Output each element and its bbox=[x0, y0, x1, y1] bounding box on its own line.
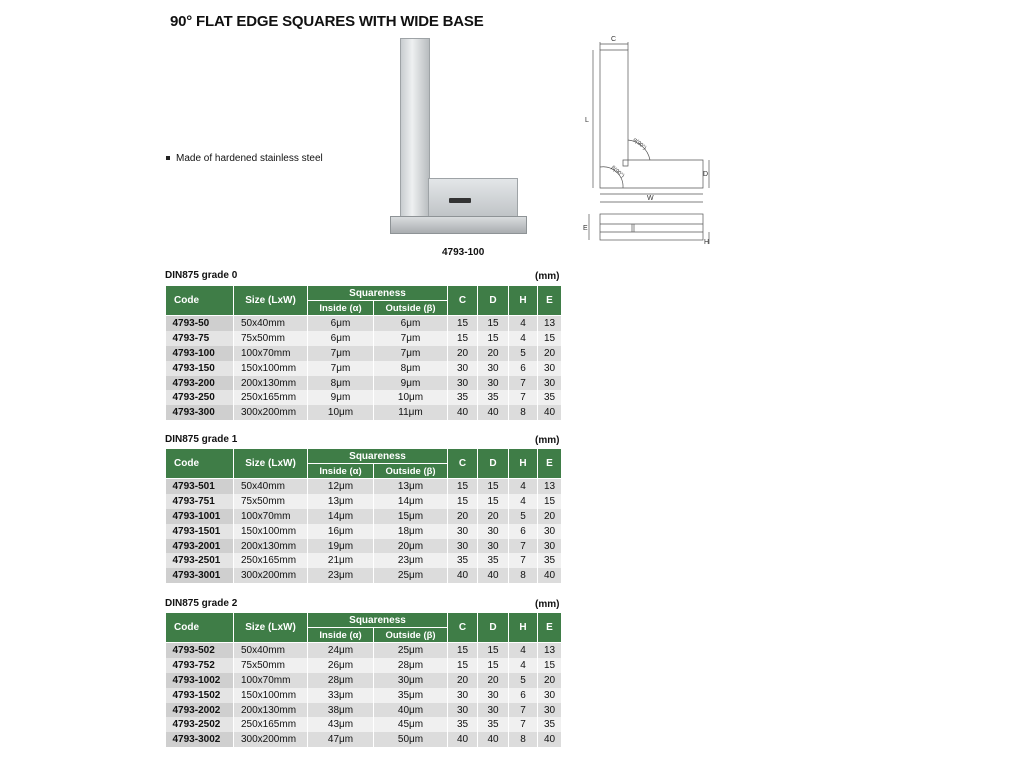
header-code: Code bbox=[166, 449, 234, 479]
cell-outside: 7μm bbox=[374, 346, 448, 361]
cell-h: 5 bbox=[509, 673, 538, 688]
cell-h: 6 bbox=[509, 361, 538, 376]
cell-e: 13 bbox=[538, 316, 562, 331]
header-c: C bbox=[448, 286, 478, 316]
label-alpha: α(90°) bbox=[631, 136, 648, 152]
cell-inside: 6μm bbox=[308, 331, 374, 346]
cell-h: 4 bbox=[509, 331, 538, 346]
cell-inside: 8μm bbox=[308, 376, 374, 391]
cell-outside: 8μm bbox=[374, 361, 448, 376]
cell-outside: 45μm bbox=[374, 717, 448, 732]
product-image bbox=[385, 36, 530, 236]
cell-h: 8 bbox=[509, 405, 538, 420]
cell-d: 15 bbox=[478, 479, 509, 494]
cell-size: 100x70mm bbox=[234, 509, 308, 524]
square-stock bbox=[428, 178, 518, 218]
header-inside: Inside (α) bbox=[308, 464, 374, 479]
cell-inside: 21μm bbox=[308, 553, 374, 568]
cell-d: 40 bbox=[478, 568, 509, 583]
cell-size: 300x200mm bbox=[234, 732, 308, 747]
header-c: C bbox=[448, 613, 478, 643]
cell-size: 50x40mm bbox=[234, 643, 308, 658]
cell-e: 30 bbox=[538, 376, 562, 391]
cell-d: 30 bbox=[478, 539, 509, 554]
cell-code: 4793-1502 bbox=[166, 688, 234, 703]
feature-bullet: Made of hardened stainless steel bbox=[166, 153, 323, 164]
cell-d: 20 bbox=[478, 509, 509, 524]
table-row bbox=[166, 361, 562, 376]
cell-inside: 6μm bbox=[308, 316, 374, 331]
cell-inside: 7μm bbox=[308, 361, 374, 376]
header-outside: Outside (β) bbox=[374, 301, 448, 316]
table-row bbox=[166, 509, 562, 524]
cell-outside: 23μm bbox=[374, 553, 448, 568]
header-d: D bbox=[478, 449, 509, 479]
table-row bbox=[166, 673, 562, 688]
unit-label: (mm) bbox=[535, 271, 560, 282]
cell-c: 15 bbox=[448, 331, 478, 346]
cell-c: 30 bbox=[448, 376, 478, 391]
cell-c: 40 bbox=[448, 405, 478, 420]
cell-e: 35 bbox=[538, 717, 562, 732]
cell-h: 7 bbox=[509, 703, 538, 718]
cell-h: 4 bbox=[509, 494, 538, 509]
cell-h: 5 bbox=[509, 346, 538, 361]
cell-h: 4 bbox=[509, 479, 538, 494]
header-size: Size (LxW) bbox=[234, 449, 308, 479]
cell-outside: 25μm bbox=[374, 568, 448, 583]
header-h: H bbox=[509, 449, 538, 479]
cell-d: 40 bbox=[478, 732, 509, 747]
table-row bbox=[166, 405, 562, 420]
label-w: W bbox=[647, 195, 654, 202]
cell-inside: 47μm bbox=[308, 732, 374, 747]
table-row bbox=[166, 658, 562, 673]
cell-inside: 33μm bbox=[308, 688, 374, 703]
header-e: E bbox=[538, 449, 562, 479]
unit-label: (mm) bbox=[535, 435, 560, 446]
cell-size: 50x40mm bbox=[234, 479, 308, 494]
cell-inside: 28μm bbox=[308, 673, 374, 688]
cell-code: 4793-2502 bbox=[166, 717, 234, 732]
cell-c: 40 bbox=[448, 732, 478, 747]
cell-size: 300x200mm bbox=[234, 568, 308, 583]
cell-h: 4 bbox=[509, 316, 538, 331]
cell-h: 4 bbox=[509, 658, 538, 673]
cell-e: 13 bbox=[538, 643, 562, 658]
cell-code: 4793-752 bbox=[166, 658, 234, 673]
header-outside: Outside (β) bbox=[374, 464, 448, 479]
header-outside: Outside (β) bbox=[374, 628, 448, 643]
cell-outside: 35μm bbox=[374, 688, 448, 703]
label-beta: β(90°) bbox=[609, 164, 626, 180]
cell-code: 4793-50 bbox=[166, 316, 234, 331]
cell-code: 4793-1501 bbox=[166, 524, 234, 539]
cell-size: 150x100mm bbox=[234, 524, 308, 539]
cell-outside: 18μm bbox=[374, 524, 448, 539]
cell-size: 200x130mm bbox=[234, 376, 308, 391]
table-row bbox=[166, 643, 562, 658]
cell-c: 30 bbox=[448, 361, 478, 376]
header-size: Size (LxW) bbox=[234, 613, 308, 643]
cell-h: 6 bbox=[509, 524, 538, 539]
cell-e: 15 bbox=[538, 658, 562, 673]
cell-c: 30 bbox=[448, 539, 478, 554]
cell-outside: 30μm bbox=[374, 673, 448, 688]
header-squareness: Squareness bbox=[308, 449, 448, 464]
cell-inside: 19μm bbox=[308, 539, 374, 554]
cell-size: 150x100mm bbox=[234, 361, 308, 376]
cell-c: 15 bbox=[448, 658, 478, 673]
cell-code: 4793-200 bbox=[166, 376, 234, 391]
table-row bbox=[166, 717, 562, 732]
table-row bbox=[166, 316, 562, 331]
cell-c: 20 bbox=[448, 346, 478, 361]
cell-size: 100x70mm bbox=[234, 346, 308, 361]
cell-outside: 40μm bbox=[374, 703, 448, 718]
cell-c: 15 bbox=[448, 643, 478, 658]
cell-d: 15 bbox=[478, 643, 509, 658]
cell-e: 30 bbox=[538, 524, 562, 539]
cell-d: 15 bbox=[478, 316, 509, 331]
cell-h: 5 bbox=[509, 509, 538, 524]
cell-code: 4793-2001 bbox=[166, 539, 234, 554]
header-d: D bbox=[478, 613, 509, 643]
header-inside: Inside (α) bbox=[308, 628, 374, 643]
cell-code: 4793-1001 bbox=[166, 509, 234, 524]
cell-size: 75x50mm bbox=[234, 658, 308, 673]
cell-code: 4793-3001 bbox=[166, 568, 234, 583]
cell-h: 7 bbox=[509, 539, 538, 554]
cell-code: 4793-501 bbox=[166, 479, 234, 494]
cell-c: 20 bbox=[448, 509, 478, 524]
header-d: D bbox=[478, 286, 509, 316]
cell-e: 20 bbox=[538, 346, 562, 361]
square-base bbox=[390, 216, 527, 234]
cell-code: 4793-75 bbox=[166, 331, 234, 346]
cell-inside: 7μm bbox=[308, 346, 374, 361]
spec-table bbox=[165, 612, 562, 747]
table-row bbox=[166, 703, 562, 718]
cell-inside: 10μm bbox=[308, 405, 374, 420]
cell-inside: 26μm bbox=[308, 658, 374, 673]
cell-d: 35 bbox=[478, 717, 509, 732]
table-title: DIN875 grade 0 bbox=[165, 270, 238, 281]
cell-e: 35 bbox=[538, 553, 562, 568]
cell-outside: 7μm bbox=[374, 331, 448, 346]
cell-h: 8 bbox=[509, 568, 538, 583]
cell-code: 4793-300 bbox=[166, 405, 234, 420]
cell-h: 4 bbox=[509, 643, 538, 658]
cell-size: 250x165mm bbox=[234, 390, 308, 405]
unit-label: (mm) bbox=[535, 599, 560, 610]
square-blade bbox=[400, 38, 430, 230]
spec-table bbox=[165, 285, 562, 420]
cell-size: 150x100mm bbox=[234, 688, 308, 703]
cell-outside: 25μm bbox=[374, 643, 448, 658]
cell-outside: 6μm bbox=[374, 316, 448, 331]
cell-d: 35 bbox=[478, 390, 509, 405]
dimension-diagram bbox=[575, 30, 725, 250]
cell-outside: 11μm bbox=[374, 405, 448, 420]
cell-inside: 16μm bbox=[308, 524, 374, 539]
cell-e: 30 bbox=[538, 539, 562, 554]
brand-logo bbox=[449, 198, 471, 203]
cell-size: 75x50mm bbox=[234, 494, 308, 509]
label-c: C bbox=[611, 36, 617, 43]
cell-e: 40 bbox=[538, 405, 562, 420]
cell-code: 4793-100 bbox=[166, 346, 234, 361]
cell-e: 30 bbox=[538, 361, 562, 376]
cell-size: 50x40mm bbox=[234, 316, 308, 331]
table-row bbox=[166, 346, 562, 361]
cell-code: 4793-150 bbox=[166, 361, 234, 376]
cell-c: 35 bbox=[448, 717, 478, 732]
cell-size: 250x165mm bbox=[234, 717, 308, 732]
cell-code: 4793-3002 bbox=[166, 732, 234, 747]
cell-h: 6 bbox=[509, 688, 538, 703]
cell-size: 200x130mm bbox=[234, 703, 308, 718]
label-h: H bbox=[704, 239, 710, 246]
cell-code: 4793-1002 bbox=[166, 673, 234, 688]
cell-e: 20 bbox=[538, 509, 562, 524]
cell-outside: 13μm bbox=[374, 479, 448, 494]
cell-outside: 50μm bbox=[374, 732, 448, 747]
cell-size: 300x200mm bbox=[234, 405, 308, 420]
cell-h: 7 bbox=[509, 376, 538, 391]
cell-size: 100x70mm bbox=[234, 673, 308, 688]
cell-inside: 23μm bbox=[308, 568, 374, 583]
cell-c: 35 bbox=[448, 553, 478, 568]
table-row bbox=[166, 524, 562, 539]
cell-code: 4793-2501 bbox=[166, 553, 234, 568]
cell-d: 40 bbox=[478, 405, 509, 420]
header-inside: Inside (α) bbox=[308, 301, 374, 316]
cell-code: 4793-2002 bbox=[166, 703, 234, 718]
table-row bbox=[166, 688, 562, 703]
header-size: Size (LxW) bbox=[234, 286, 308, 316]
table-row bbox=[166, 479, 562, 494]
header-squareness: Squareness bbox=[308, 286, 448, 301]
cell-d: 30 bbox=[478, 376, 509, 391]
cell-code: 4793-751 bbox=[166, 494, 234, 509]
cell-size: 75x50mm bbox=[234, 331, 308, 346]
table-row bbox=[166, 376, 562, 391]
cell-c: 20 bbox=[448, 673, 478, 688]
page-title: 90° FLAT EDGE SQUARES WITH WIDE BASE bbox=[170, 13, 484, 30]
table-title: DIN875 grade 1 bbox=[165, 434, 238, 445]
label-l: L bbox=[585, 117, 589, 124]
cell-e: 13 bbox=[538, 479, 562, 494]
header-code: Code bbox=[166, 286, 234, 316]
cell-e: 40 bbox=[538, 568, 562, 583]
cell-inside: 12μm bbox=[308, 479, 374, 494]
cell-outside: 10μm bbox=[374, 390, 448, 405]
header-squareness: Squareness bbox=[308, 613, 448, 628]
cell-outside: 28μm bbox=[374, 658, 448, 673]
cell-size: 200x130mm bbox=[234, 539, 308, 554]
header-c: C bbox=[448, 449, 478, 479]
cell-inside: 13μm bbox=[308, 494, 374, 509]
cell-h: 7 bbox=[509, 553, 538, 568]
table-row bbox=[166, 732, 562, 747]
table-row bbox=[166, 331, 562, 346]
cell-outside: 20μm bbox=[374, 539, 448, 554]
cell-e: 20 bbox=[538, 673, 562, 688]
cell-c: 30 bbox=[448, 524, 478, 539]
cell-c: 30 bbox=[448, 688, 478, 703]
cell-e: 40 bbox=[538, 732, 562, 747]
cell-e: 15 bbox=[538, 494, 562, 509]
cell-d: 35 bbox=[478, 553, 509, 568]
table-row bbox=[166, 553, 562, 568]
cell-outside: 14μm bbox=[374, 494, 448, 509]
spec-table bbox=[165, 448, 562, 583]
cell-c: 15 bbox=[448, 479, 478, 494]
cell-h: 7 bbox=[509, 390, 538, 405]
cell-d: 20 bbox=[478, 346, 509, 361]
cell-c: 15 bbox=[448, 316, 478, 331]
cell-d: 15 bbox=[478, 331, 509, 346]
cell-d: 30 bbox=[478, 688, 509, 703]
header-h: H bbox=[509, 613, 538, 643]
table-row bbox=[166, 494, 562, 509]
header-h: H bbox=[509, 286, 538, 316]
cell-d: 30 bbox=[478, 524, 509, 539]
cell-d: 20 bbox=[478, 673, 509, 688]
header-code: Code bbox=[166, 613, 234, 643]
cell-c: 35 bbox=[448, 390, 478, 405]
cell-e: 15 bbox=[538, 331, 562, 346]
table-row bbox=[166, 390, 562, 405]
cell-d: 30 bbox=[478, 361, 509, 376]
cell-code: 4793-502 bbox=[166, 643, 234, 658]
cell-c: 15 bbox=[448, 494, 478, 509]
cell-d: 15 bbox=[478, 658, 509, 673]
cell-inside: 9μm bbox=[308, 390, 374, 405]
label-e: E bbox=[583, 225, 588, 232]
table-row bbox=[166, 539, 562, 554]
header-e: E bbox=[538, 286, 562, 316]
table-title: DIN875 grade 2 bbox=[165, 598, 238, 609]
cell-inside: 24μm bbox=[308, 643, 374, 658]
cell-size: 250x165mm bbox=[234, 553, 308, 568]
cell-h: 7 bbox=[509, 717, 538, 732]
cell-h: 8 bbox=[509, 732, 538, 747]
cell-outside: 9μm bbox=[374, 376, 448, 391]
cell-c: 40 bbox=[448, 568, 478, 583]
cell-e: 30 bbox=[538, 703, 562, 718]
cell-inside: 14μm bbox=[308, 509, 374, 524]
cell-c: 30 bbox=[448, 703, 478, 718]
cell-inside: 43μm bbox=[308, 717, 374, 732]
header-e: E bbox=[538, 613, 562, 643]
cell-outside: 15μm bbox=[374, 509, 448, 524]
cell-e: 35 bbox=[538, 390, 562, 405]
cell-code: 4793-250 bbox=[166, 390, 234, 405]
cell-d: 15 bbox=[478, 494, 509, 509]
table-row bbox=[166, 568, 562, 583]
cell-inside: 38μm bbox=[308, 703, 374, 718]
product-code-caption: 4793-100 bbox=[442, 247, 485, 258]
cell-e: 30 bbox=[538, 688, 562, 703]
label-d: D bbox=[703, 171, 709, 178]
cell-d: 30 bbox=[478, 703, 509, 718]
